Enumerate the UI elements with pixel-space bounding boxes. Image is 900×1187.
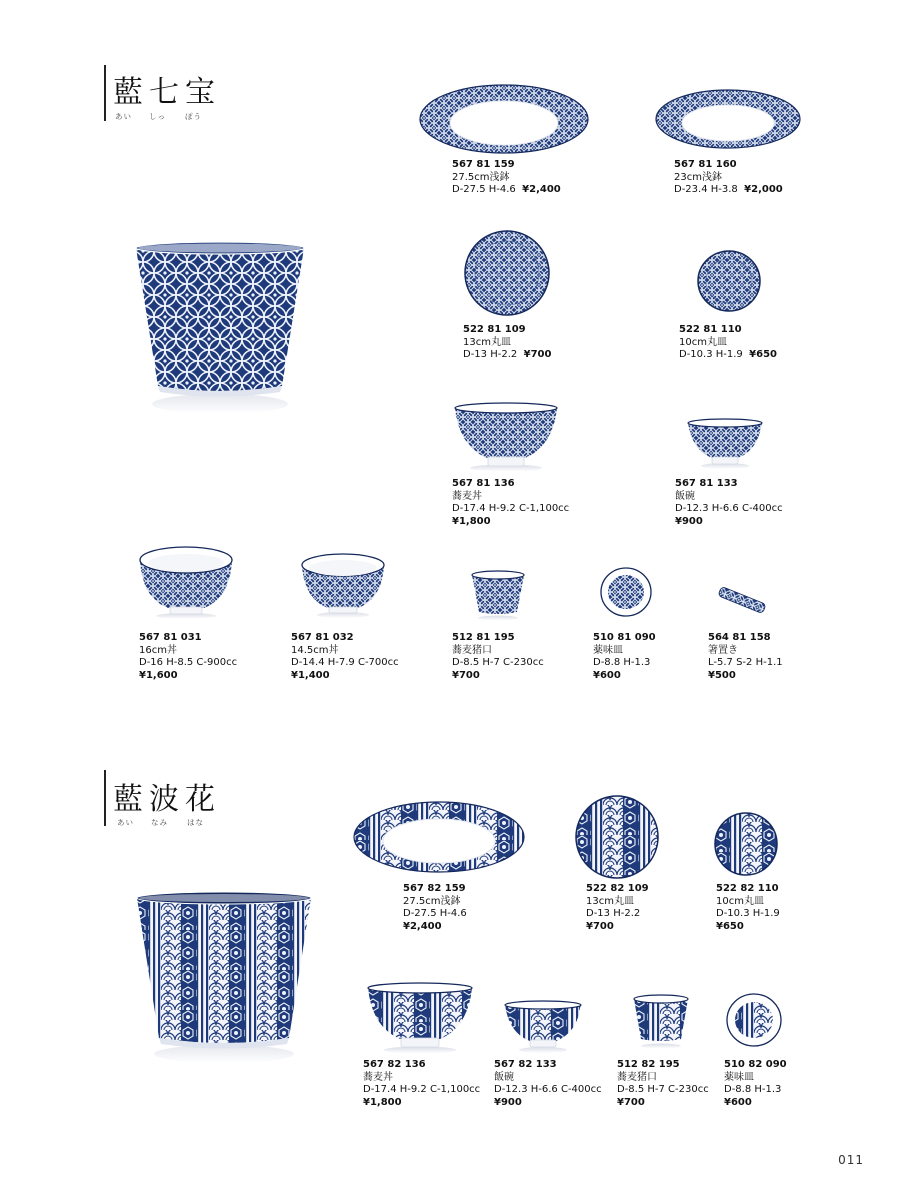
product-caption	[139, 632, 237, 682]
product-spec: D-27.5 H-4.6	[403, 908, 467, 919]
product-code: 567 81 160	[674, 159, 737, 170]
ruby-text: ぽう	[185, 112, 202, 121]
section-ruby	[117, 817, 204, 828]
product-code: 522 81 109	[463, 324, 526, 335]
product-spec: D-12.3 H-6.6 C-400cc	[675, 503, 783, 514]
product-name: 蕎麦猪口	[617, 1071, 657, 1083]
product-caption	[452, 159, 561, 197]
product-image-bowl	[300, 553, 386, 619]
product-price: ¥900	[494, 1096, 522, 1108]
product-image-plate	[419, 83, 589, 155]
product-price: ¥650	[749, 349, 777, 360]
product-price: ¥2,000	[744, 184, 783, 195]
section-divider	[104, 65, 106, 121]
product-code: 567 82 136	[363, 1059, 426, 1070]
product-price: ¥700	[586, 920, 614, 932]
section-divider	[104, 770, 106, 826]
product-spec: D-16 H-8.5 C-900cc	[139, 657, 238, 668]
product-name: 薬味皿	[724, 1071, 754, 1083]
ruby-text: しっ	[149, 112, 166, 121]
product-price: ¥2,400	[522, 184, 561, 195]
product-spec	[463, 349, 551, 362]
product-code: 512 82 195	[617, 1059, 680, 1070]
product-name: 蕎麦猪口	[452, 644, 492, 656]
product-spec: D-17.4 H-9.2 C-1,100cc	[452, 503, 570, 514]
product-name: 13cm丸皿	[463, 336, 511, 348]
ruby-text: なみ	[151, 818, 168, 827]
product-spec: D-12.3 H-6.6 C-400cc	[494, 1084, 602, 1095]
product-caption	[586, 883, 649, 933]
product-caption	[593, 632, 656, 682]
product-name: 薬味皿	[593, 644, 623, 656]
product-caption	[363, 1059, 480, 1109]
product-image-bowl	[138, 546, 234, 620]
product-caption	[452, 632, 544, 682]
product-price: ¥2,400	[403, 920, 442, 932]
product-image-round-plate	[575, 795, 659, 879]
product-spec	[679, 349, 777, 362]
product-caption	[617, 1059, 709, 1109]
product-name: 箸置き	[708, 644, 738, 656]
product-image-round-plate	[697, 250, 761, 312]
ruby-text: あい	[115, 112, 132, 121]
product-image-large-cup	[132, 240, 308, 420]
product-caption	[675, 478, 783, 528]
product-spec: D-8.5 H-7 C-230cc	[617, 1084, 709, 1095]
product-code: 567 82 159	[403, 883, 466, 894]
product-code: 567 81 032	[291, 632, 354, 643]
product-caption	[463, 324, 551, 362]
product-image-bowl	[453, 402, 559, 472]
product-image-round-plate	[714, 812, 778, 876]
product-caption	[708, 632, 783, 682]
product-price: ¥600	[724, 1096, 752, 1108]
ruby-text: あい	[117, 818, 134, 827]
product-image-small-plate	[600, 567, 652, 617]
product-price: ¥900	[675, 515, 703, 527]
product-caption	[291, 632, 399, 682]
product-image-cup	[470, 570, 526, 622]
product-name: 16cm丼	[139, 644, 177, 656]
product-image-small-plate	[726, 993, 782, 1047]
product-spec: D-8.5 H-7 C-230cc	[452, 657, 544, 668]
product-name: 14.5cm丼	[291, 644, 339, 656]
product-caption	[716, 883, 780, 933]
product-caption	[724, 1059, 787, 1109]
product-name: 蕎麦丼	[363, 1071, 393, 1083]
product-image-chopstick-rest	[714, 586, 770, 614]
product-code: 567 81 136	[452, 478, 515, 489]
product-spec: D-10.3 H-1.9	[716, 908, 780, 919]
product-spec: D-17.4 H-9.2 C-1,100cc	[363, 1084, 481, 1095]
product-price: ¥1,800	[452, 515, 491, 527]
product-code: 522 82 110	[716, 883, 779, 894]
section-title: 藍波花	[113, 782, 221, 817]
product-dimensions: D-23.4 H-3.8	[674, 184, 738, 195]
product-image-plate	[655, 88, 801, 150]
product-image-round-plate	[464, 230, 550, 316]
product-price: ¥650	[716, 920, 744, 932]
product-spec: D-8.8 H-1.3	[724, 1084, 782, 1095]
product-image-bowl	[686, 418, 764, 470]
product-name: 13cm丸皿	[586, 895, 634, 907]
page-number: 011	[838, 1153, 864, 1167]
product-code: 510 81 090	[593, 632, 656, 643]
product-price: ¥1,400	[291, 669, 330, 681]
product-code: 512 81 195	[452, 632, 515, 643]
product-spec: D-13 H-2.2	[586, 908, 641, 919]
product-name: 27.5cm浅鉢	[403, 895, 461, 907]
product-price: ¥500	[708, 669, 736, 681]
section-ruby	[115, 111, 202, 122]
product-name: 10cm丸皿	[716, 895, 764, 907]
product-spec: D-14.4 H-7.9 C-700cc	[291, 657, 399, 668]
product-dimensions: D-27.5 H-4.6	[452, 184, 516, 195]
product-image-cup	[632, 994, 690, 1050]
product-price: ¥700	[452, 669, 480, 681]
product-image-plate	[353, 800, 525, 874]
product-caption	[403, 883, 467, 933]
product-caption	[674, 159, 783, 197]
product-code: 522 82 109	[586, 883, 649, 894]
product-price: ¥700	[523, 349, 552, 360]
product-price: ¥1,800	[363, 1096, 402, 1108]
ruby-text: はな	[187, 818, 204, 827]
product-code: 510 82 090	[724, 1059, 787, 1070]
product-image-bowl	[366, 982, 474, 1054]
product-name: 23cm浅鉢	[674, 171, 722, 183]
product-code: 567 81 159	[452, 159, 515, 170]
product-caption	[494, 1059, 602, 1109]
product-code: 567 81 133	[675, 478, 738, 489]
product-price: ¥700	[617, 1096, 645, 1108]
product-caption	[679, 324, 777, 362]
product-image-bowl	[503, 1000, 583, 1054]
product-spec	[674, 184, 783, 197]
product-spec	[452, 184, 561, 197]
product-price: ¥600	[593, 669, 621, 681]
product-code: 567 82 133	[494, 1059, 557, 1070]
product-dimensions: D-10.3 H-1.9	[679, 349, 743, 360]
product-name: 蕎麦丼	[452, 490, 482, 502]
product-name: 飯碗	[675, 490, 695, 502]
product-name: 10cm丸皿	[679, 336, 727, 348]
product-price: ¥1,600	[139, 669, 178, 681]
product-dimensions: D-13 H-2.2	[463, 349, 518, 360]
section-title: 藍七宝	[113, 75, 221, 110]
product-name: 27.5cm浅鉢	[452, 171, 510, 183]
product-code: 522 81 110	[679, 324, 742, 335]
product-spec: D-8.8 H-1.3	[593, 657, 651, 668]
product-caption	[452, 478, 569, 528]
product-image-large-cup	[133, 890, 315, 1066]
product-code: 567 81 031	[139, 632, 202, 643]
product-name: 飯碗	[494, 1071, 514, 1083]
product-spec: L-5.7 S-2 H-1.1	[708, 657, 783, 668]
product-code: 564 81 158	[708, 632, 771, 643]
